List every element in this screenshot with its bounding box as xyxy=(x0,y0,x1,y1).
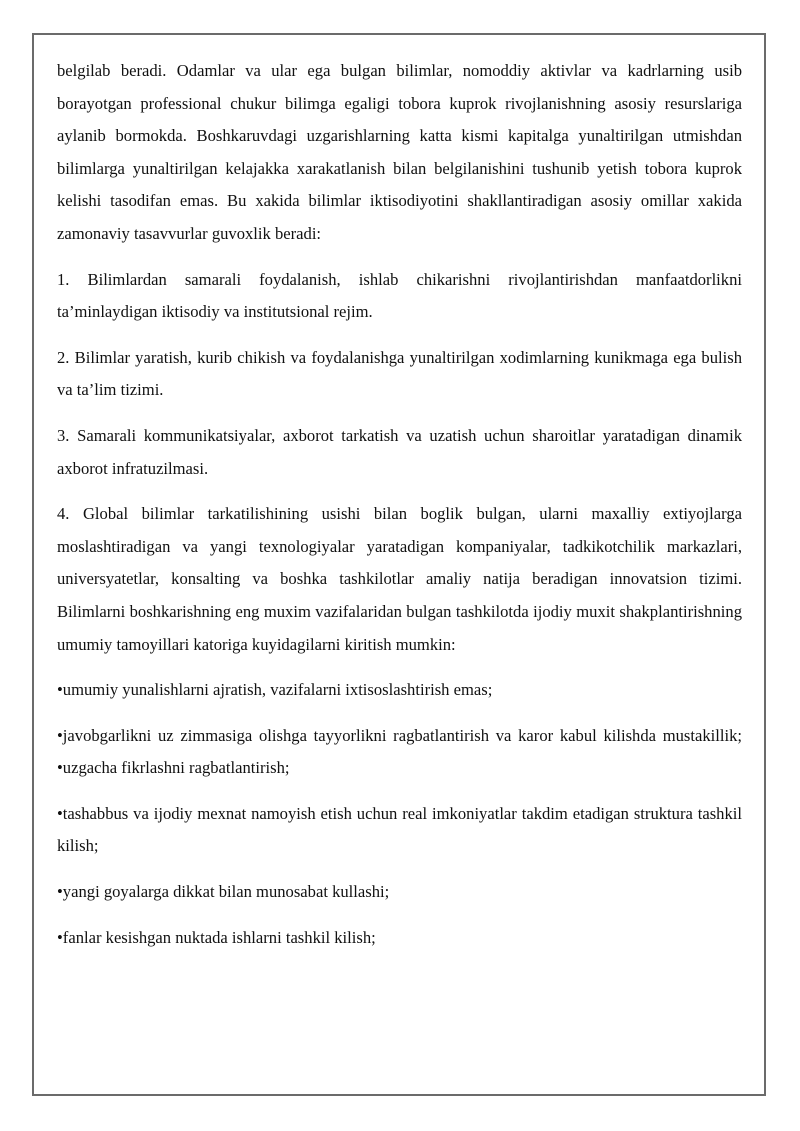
bullet-item-5: •fanlar kesishgan nuktada ishlarni tashkil kilish; xyxy=(57,927,376,947)
list-item-3: 3. Samarali kommunikatsiyalar, axborot tarkatish va uzatish uchun sharoitlar yaratadigan dinamik axborot infratuzilmasi. xyxy=(57,425,742,478)
list-item-2: 2. Bilimlar yaratish, kurib chikish va foydalanishga yunaltirilgan xodimlarning kunikmaga ega bulish va ta’lim tizimi. xyxy=(57,347,742,400)
bullet-item-1: •umumiy yunalishlarni ajratish, vazifalarni ixtisoslashtirish emas; xyxy=(57,680,493,700)
paragraph-intro: belgilab beradi. Odamlar va ular ega bulgan bilimlar, nomoddiy aktivlar va kadrlarning usib borayotgan professional chukur bilimga egaligi tobora kuprok rivojlanishning asosiy resurslariga aylanib bormokda. Boshkaruvdagi uzgarishlarning katta kismi kapitalga yunaltirilgan utmishdan bilimlarga yunaltirilgan kelajakka xarakatlanish bilan belgilanishini tushunib yetish tobora kuprok kelishi tasodifan emas. Bu xakida bilimlar iktisodiyotini shakllantiradigan asosiy omillar xakida zamonaviy tasavvurlar guvoxlik beradi: xyxy=(57,61,742,243)
bullet-item-2: •javobgarlikni uz zimmasiga olishga tayyorlikni ragbatlantirish va karor kabul kilishda mustakillik; •uzgacha fikrlashni ragbatlantirish; xyxy=(57,725,742,778)
list-item-4: 4. Global bilimlar tarkatilishining usishi bilan boglik bulgan, ularni maxalliy extiyojlarga moslashtiradigan va yangi texnologiyalar yaratadigan kompaniyalar, tadkikotchilik markazlari, universyatetlar, konsalting va boshka tashkilotlar amaliy natija beradigan innovatsion tizimi. Bilimlarni boshkarishning eng muxim vazifalaridan bulgan tashkilotda ijodiy muxit shakplantirishning umumiy tamoyillari katoriga kuyidagilarni kiritish mumkin: xyxy=(57,504,742,654)
list-item-1: 1. Bilimlardan samarali foydalanish, ishlab chikarishni rivojlantirishdan manfaatdorlikni ta’minlaydigan iktisodiy va institutsional rejim. xyxy=(57,269,742,322)
document-body xyxy=(57,55,742,954)
bullet-item-4: •yangi goyalarga dikkat bilan munosabat kullashi; xyxy=(57,882,390,902)
bullet-item-3: •tashabbus va ijodiy mexnat namoyish etish uchun real imkoniyatlar takdim etadigan struktura tashkil kilish; xyxy=(57,803,742,856)
